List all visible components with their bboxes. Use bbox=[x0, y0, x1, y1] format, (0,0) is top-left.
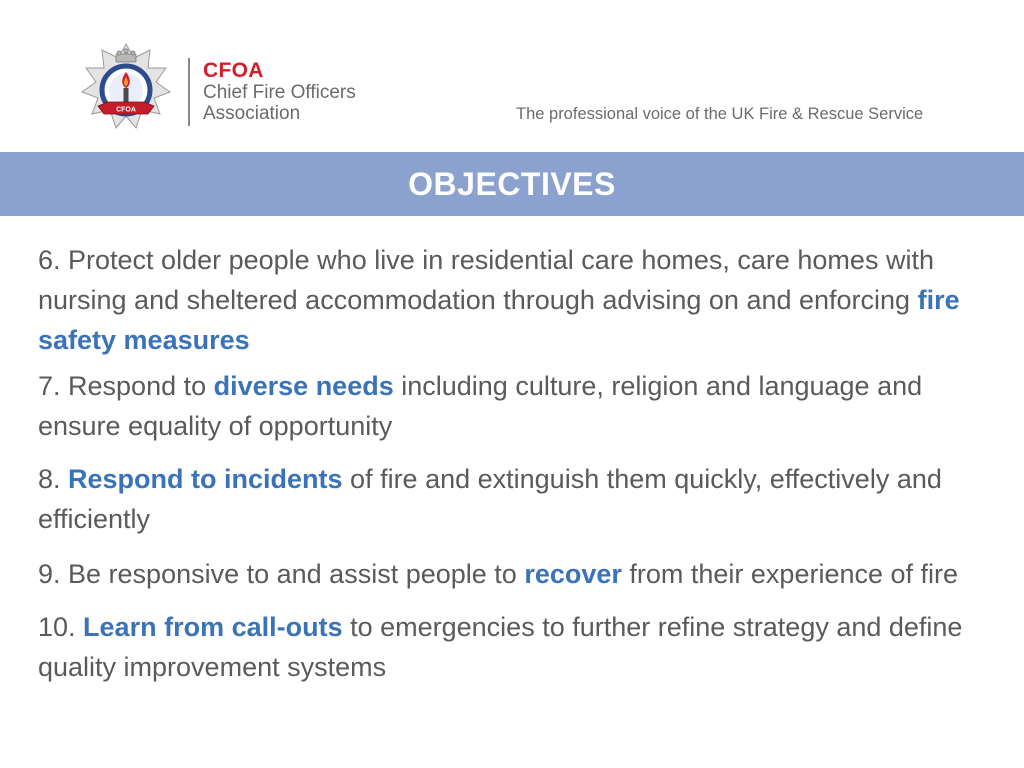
page-title: OBJECTIVES bbox=[408, 165, 616, 202]
org-acronym: CFOA bbox=[203, 59, 264, 82]
objective-highlight: recover bbox=[524, 559, 622, 589]
objective-text: 8. bbox=[38, 464, 69, 494]
objective-item bbox=[38, 607, 978, 687]
org-name-line2: Association bbox=[203, 103, 301, 124]
crest-emblem-text: CFOA bbox=[116, 106, 136, 114]
objective-text-after: to emergencies to further refine strategy and define quality improvement systems bbox=[38, 612, 963, 682]
org-name bbox=[203, 82, 356, 124]
objective-item bbox=[38, 366, 978, 446]
objective-highlight: Respond to incidents bbox=[68, 464, 343, 494]
cfoa-crest-icon bbox=[78, 42, 174, 134]
objective-item bbox=[38, 459, 978, 539]
title-bar bbox=[0, 152, 1024, 216]
objective-text: 9. Be responsive to and assist people to bbox=[38, 559, 525, 589]
objectives-list bbox=[38, 240, 978, 701]
objective-text: 7. Respond to bbox=[38, 371, 214, 401]
objective-highlight: diverse needs bbox=[213, 371, 394, 401]
logo-divider bbox=[188, 58, 190, 126]
objective-highlight: fire safety measures bbox=[38, 285, 960, 355]
cfoa-logo bbox=[78, 42, 378, 134]
objective-item bbox=[38, 554, 978, 594]
objective-item bbox=[38, 240, 978, 360]
objective-text: 6. Protect older people who live in residential care homes, care homes with nursing and sheltered accommodation through advising on and enforcing bbox=[38, 245, 934, 315]
objective-highlight: Learn from call-outs bbox=[83, 612, 343, 642]
objective-text-after: from their experience of fire bbox=[621, 559, 959, 589]
objective-text-after: including culture, religion and language and ensure equality of opportunity bbox=[38, 371, 923, 441]
objective-text-after: of fire and extinguish them quickly, effectively and efficiently bbox=[38, 464, 942, 534]
tagline: The professional voice of the UK Fire & Rescue Service bbox=[516, 105, 924, 123]
objective-text: 10. bbox=[38, 612, 84, 642]
org-name-line1: Chief Fire Officers bbox=[203, 82, 356, 103]
